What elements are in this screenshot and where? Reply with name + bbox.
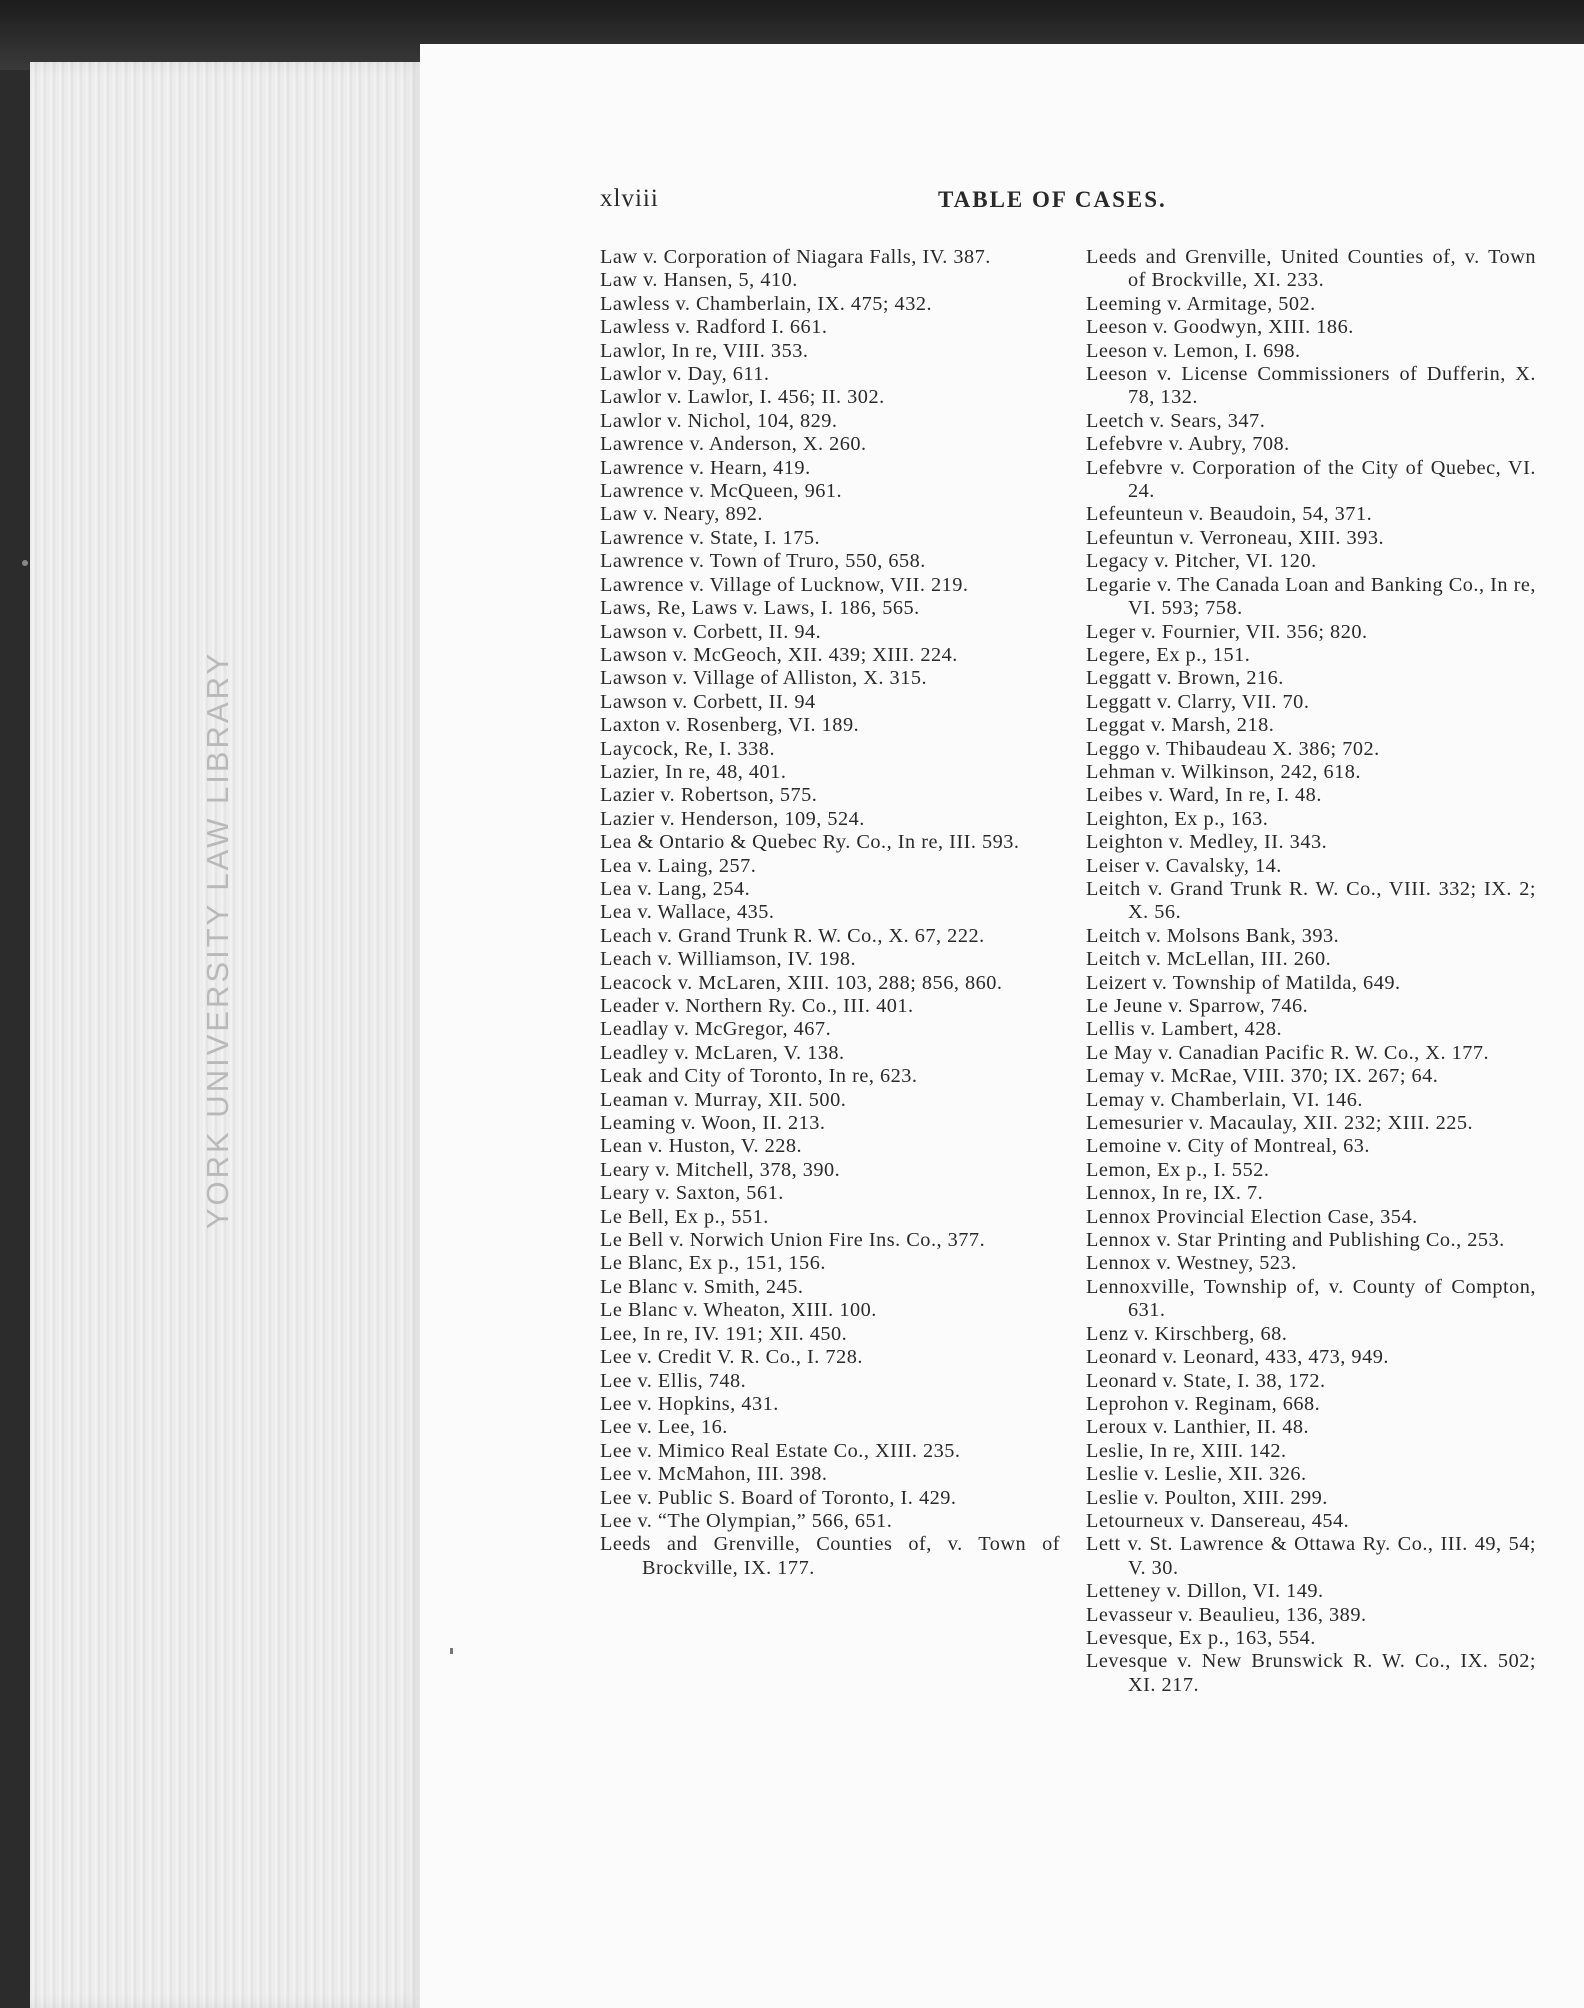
- case-entry: Leaming v. Woon, II. 213.: [600, 1112, 826, 1135]
- case-entry: Le Bell, Ex p., 551.: [600, 1205, 769, 1228]
- case-entry: Le Blanc v. Smith, 245.: [600, 1275, 804, 1298]
- case-entry: Leggatt v. Clarry, VII. 70.: [1086, 690, 1310, 713]
- case-entry: Leslie v. Leslie, XII. 326.: [1086, 1463, 1307, 1486]
- case-entry: Lawlor v. Day, 611.: [600, 363, 770, 386]
- case-entry: Lea & Ontario & Quebec Ry. Co., In re, III. 593.: [600, 831, 1020, 854]
- case-entry: Lemon, Ex p., I. 552.: [1086, 1158, 1270, 1181]
- case-entry: Lawlor, In re, VIII. 353.: [600, 339, 809, 362]
- case-entry: Lee v. Ellis, 748.: [600, 1369, 747, 1392]
- case-entry: Lea v. Wallace, 435.: [600, 901, 775, 924]
- case-entry: Lefeuntun v. Verroneau, XIII. 393.: [1086, 526, 1385, 549]
- case-entry: Leeson v. License Commissioners of Dufferin, X. 78, 132.: [1086, 363, 1536, 409]
- case-entry: Leeds and Grenville, Counties of, v. Town of Brockville, IX. 177.: [600, 1533, 1060, 1579]
- page-title: TABLE OF CASES.: [938, 187, 1167, 212]
- case-entry: Lee v. “The Olympian,” 566, 651.: [600, 1509, 893, 1532]
- case-entry: Lee v. Lee, 16.: [600, 1416, 728, 1439]
- case-entry: Leacock v. McLaren, XIII. 103, 288; 856, 860.: [600, 971, 1003, 994]
- case-entry: Lawlor v. Nichol, 104, 829.: [600, 409, 838, 432]
- case-entry: Lazier v. Henderson, 109, 524.: [600, 807, 865, 830]
- case-entry: Lehman v. Wilkinson, 242, 618.: [1086, 760, 1362, 783]
- case-entry: Leonard v. State, I. 38, 172.: [1086, 1369, 1326, 1392]
- case-entry: Lawrence v. Town of Truro, 550, 658.: [600, 550, 926, 573]
- case-entry: Le May v. Canadian Pacific R. W. Co., X. 177.: [1086, 1041, 1490, 1064]
- case-entry: Lellis v. Lambert, 428.: [1086, 1018, 1283, 1041]
- case-entry: Leighton v. Medley, II. 343.: [1086, 831, 1328, 854]
- case-entry: Lefebvre v. Aubry, 708.: [1086, 433, 1290, 456]
- case-entry: Leitch v. Molsons Bank, 393.: [1086, 924, 1340, 947]
- case-entry: Leitch v. Grand Trunk R. W. Co., VIII. 332; IX. 2; X. 56.: [1086, 877, 1536, 924]
- case-entry: Leader v. Northern Ry. Co., III. 401.: [600, 995, 914, 1017]
- case-entry: Le Blanc, Ex p., 151, 156.: [600, 1252, 826, 1275]
- case-entry: Leslie, In re, XIII. 142.: [1086, 1439, 1287, 1462]
- case-entry: Le Jeune v. Sparrow, 746.: [1086, 995, 1309, 1017]
- case-entry: Lea v. Lang, 254.: [600, 877, 751, 900]
- case-entry: Leonard v. Leonard, 433, 473, 949.: [1086, 1346, 1389, 1369]
- case-entry: Laws, Re, Laws v. Laws, I. 186, 565.: [600, 597, 920, 620]
- case-entry: Leaman v. Murray, XII. 500.: [600, 1088, 847, 1111]
- case-entry: Lee v. Public S. Board of Toronto, I. 429.: [600, 1486, 957, 1509]
- case-entry: Lawrence v. Village of Lucknow, VII. 219.: [600, 573, 969, 596]
- scan-speck: [22, 560, 28, 566]
- case-entry: Leger v. Fournier, VII. 356; 820.: [1086, 620, 1368, 643]
- case-entry: Leiser v. Cavalsky, 14.: [1086, 854, 1282, 877]
- page-number: xlviii: [600, 185, 659, 212]
- case-entry: Leetch v. Sears, 347.: [1086, 409, 1266, 432]
- case-entry: Law v. Neary, 892.: [600, 503, 763, 526]
- case-entry: Lee v. Mimico Real Estate Co., XIII. 235.: [600, 1439, 961, 1462]
- case-entry: Leggo v. Thibaudeau X. 386; 702.: [1086, 737, 1380, 760]
- case-entry: Lee, In re, IV. 191; XII. 450.: [600, 1322, 848, 1345]
- case-entry: Lennox Provincial Election Case, 354.: [1086, 1205, 1418, 1228]
- case-entry: Leadlay v. McGregor, 467.: [600, 1018, 832, 1041]
- case-entry: Letourneux v. Dansereau, 454.: [1086, 1509, 1350, 1532]
- case-entry: Legarie v. The Canada Loan and Banking Co., In re, VI. 593; 758.: [1086, 573, 1536, 620]
- case-entry: Lefeunteun v. Beaudoin, 54, 371.: [1086, 503, 1373, 526]
- case-entry: Lawrence v. McQueen, 961.: [600, 480, 843, 503]
- right-column: [1086, 246, 1536, 1697]
- case-entry: Leeson v. Lemon, I. 698.: [1086, 339, 1301, 362]
- case-entry: Laycock, Re, I. 338.: [600, 737, 776, 760]
- case-entry: Lemay v. McRae, VIII. 370; IX. 267; 64.: [1086, 1065, 1439, 1088]
- case-entry: Leeming v. Armitage, 502.: [1086, 292, 1316, 315]
- case-entry: Levasseur v. Beaulieu, 136, 389.: [1086, 1603, 1367, 1626]
- case-entry: Lemesurier v. Macaulay, XII. 232; XIII. 225.: [1086, 1112, 1474, 1135]
- case-entry: Lawson v. Village of Alliston, X. 315.: [600, 667, 928, 690]
- case-entry: Lawlor v. Lawlor, I. 456; II. 302.: [600, 386, 885, 409]
- case-entry: Leibes v. Ward, In re, I. 48.: [1086, 784, 1322, 807]
- case-entry: Leggat v. Marsh, 218.: [1086, 714, 1275, 737]
- case-entry: Lawson v. McGeoch, XII. 439; XIII. 224.: [600, 643, 958, 666]
- case-entry: Leitch v. McLellan, III. 260.: [1086, 948, 1332, 971]
- case-entry: Lennox, In re, IX. 7.: [1086, 1182, 1264, 1205]
- case-entry: Leeson v. Goodwyn, XIII. 186.: [1086, 316, 1354, 339]
- case-entry: Legacy v. Pitcher, VI. 120.: [1086, 550, 1317, 573]
- case-entry: Leizert v. Township of Matilda, 649.: [1086, 971, 1401, 994]
- case-entry: Leach v. Grand Trunk R. W. Co., X. 67, 222.: [600, 924, 985, 947]
- case-entry: Letteney v. Dillon, VI. 149.: [1086, 1580, 1324, 1603]
- case-entry: Lett v. St. Lawrence & Ottawa Ry. Co., III. 49, 54; V. 30.: [1086, 1533, 1536, 1579]
- case-entry: Laxton v. Rosenberg, VI. 189.: [600, 714, 860, 737]
- case-entry: Lenz v. Kirschberg, 68.: [1086, 1322, 1288, 1345]
- case-entry: Lawrence v. State, I. 175.: [600, 526, 821, 549]
- case-entry: Leach v. Williamson, IV. 198.: [600, 948, 857, 971]
- case-entry: Lawless v. Chamberlain, IX. 475; 432.: [600, 292, 933, 315]
- left-column: [600, 246, 1060, 1580]
- case-entry: Lea v. Laing, 257.: [600, 854, 757, 877]
- case-entry: Leighton, Ex p., 163.: [1086, 807, 1269, 830]
- case-entry: Lawless v. Radford I. 661.: [600, 316, 828, 339]
- case-entry: Lennoxville, Township of, v. County of Compton, 631.: [1086, 1275, 1536, 1322]
- case-entry: Leslie v. Poulton, XIII. 299.: [1086, 1486, 1328, 1509]
- case-entry: Lawson v. Corbett, II. 94.: [600, 620, 822, 643]
- case-entry: Lennox v. Westney, 523.: [1086, 1252, 1297, 1275]
- case-entry: Lean v. Huston, V. 228.: [600, 1135, 803, 1158]
- case-entry: Leeds and Grenville, United Counties of, v. Town of Brockville, XI. 233.: [1086, 246, 1536, 292]
- case-entry: Leary v. Mitchell, 378, 390.: [600, 1158, 841, 1181]
- case-entry: Lawson v. Corbett, II. 94: [600, 690, 816, 713]
- case-entry: Lawrence v. Anderson, X. 260.: [600, 433, 867, 456]
- case-entry: Leroux v. Lanthier, II. 48.: [1086, 1416, 1310, 1439]
- case-entry: Lazier, In re, 48, 401.: [600, 760, 787, 783]
- case-entry: Lemay v. Chamberlain, VI. 146.: [1086, 1088, 1363, 1111]
- case-entry: Le Blanc v. Wheaton, XIII. 100.: [600, 1299, 877, 1322]
- case-entry: Leadley v. McLaren, V. 138.: [600, 1041, 845, 1064]
- case-entry: Lee v. Hopkins, 431.: [600, 1392, 779, 1415]
- case-entry: Leak and City of Toronto, In re, 623.: [600, 1065, 918, 1088]
- case-entry: Law v. Hansen, 5, 410.: [600, 269, 798, 292]
- case-entry: Legere, Ex p., 151.: [1086, 643, 1251, 666]
- case-entry: Lefebvre v. Corporation of the City of Quebec, VI. 24.: [1086, 456, 1536, 503]
- library-stamp: YORK UNIVERSITY LAW LIBRARY: [200, 650, 235, 1230]
- case-entry: Leary v. Saxton, 561.: [600, 1182, 784, 1205]
- case-entry: Lawrence v. Hearn, 419.: [600, 456, 811, 479]
- case-entry: Lemoine v. City of Montreal, 63.: [1086, 1135, 1370, 1158]
- case-entry: Lazier v. Robertson, 575.: [600, 784, 818, 807]
- case-entry: Lennox v. Star Printing and Publishing Co., 253.: [1086, 1229, 1505, 1252]
- case-entry: Leggatt v. Brown, 216.: [1086, 667, 1284, 690]
- case-entry: Leprohon v. Reginam, 668.: [1086, 1392, 1321, 1415]
- case-entry: Levesque, Ex p., 163, 554.: [1086, 1626, 1316, 1649]
- scan-mark: [450, 1648, 453, 1654]
- case-entry: Levesque v. New Brunswick R. W. Co., IX. 502; XI. 217.: [1086, 1650, 1536, 1696]
- case-entry: Le Bell v. Norwich Union Fire Ins. Co., 377.: [600, 1229, 986, 1252]
- case-entry: Law v. Corporation of Niagara Falls, IV. 387.: [600, 246, 991, 268]
- case-entry: Lee v. Credit V. R. Co., I. 728.: [600, 1346, 863, 1369]
- case-entry: Lee v. McMahon, III. 398.: [600, 1463, 828, 1486]
